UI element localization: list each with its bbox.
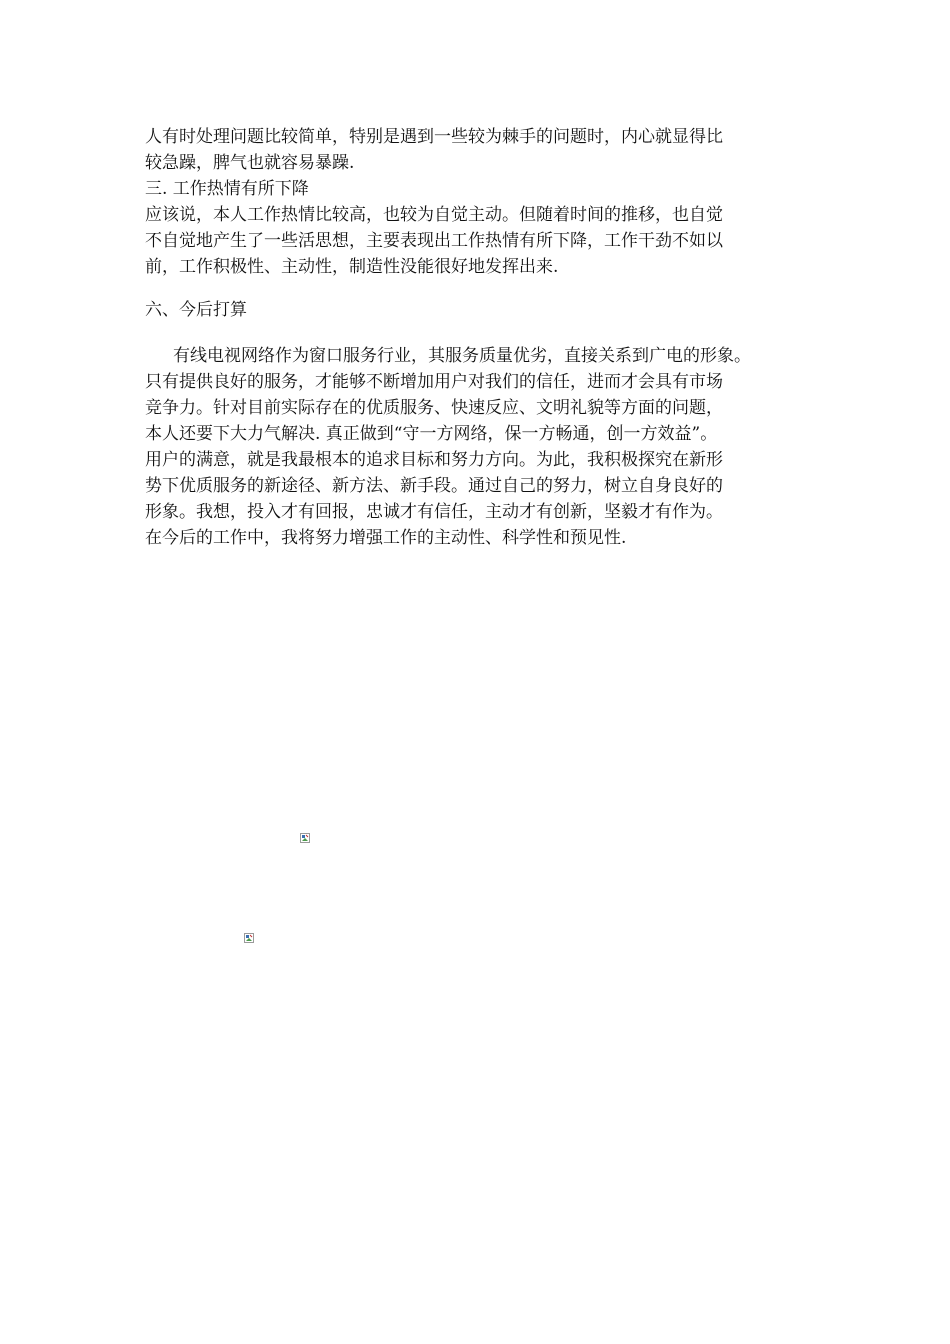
broken-image-icon <box>244 933 254 943</box>
paragraph-first-line: 有线电视网络作为窗口服务行业，其服务质量优劣，直接关系到广电的形象。 <box>173 346 751 366</box>
paragraph-line: 竞争力。针对目前实际存在的优质服务、快速反应、文明礼貌等方面的问题， <box>145 398 723 418</box>
paragraph-line: 应该说，本人工作热情比较高，也较为自觉主动。但随着时间的推移，也自觉 <box>145 205 723 225</box>
section-heading-six: 六、今后打算 <box>145 300 247 320</box>
paragraph-line: 形象。我想，投入才有回报，忠诚才有信任，主动才有创新，坚毅才有作为。 <box>145 502 723 522</box>
paragraph-line: 不自觉地产生了一些活思想，主要表现出工作热情有所下降，工作干劲不如以 <box>145 231 723 251</box>
paragraph-line: 前，工作积极性、主动性，制造性没能很好地发挥出来. <box>145 257 559 277</box>
paragraph-line: 势下优质服务的新途径、新方法、新手段。通过自己的努力，树立自身良好的 <box>145 476 723 496</box>
paragraph-line: 在今后的工作中，我将努力增强工作的主动性、科学性和预见性. <box>145 528 627 548</box>
shortcomings-section <box>145 124 845 280</box>
paragraph-line: 本人还要下大力气解决. 真正做到“守一方网络，保一方畅通，创一方效益”。 <box>145 424 718 444</box>
future-plans-paragraph <box>145 343 845 551</box>
paragraph-line: 人有时处理问题比较简单，特别是遇到一些较为棘手的问题时，内心就显得比 <box>145 127 723 147</box>
section-heading-three: 三. 工作热情有所下降 <box>145 179 309 199</box>
paragraph-line: 只有提供良好的服务，才能够不断增加用户对我们的信任，进而才会具有市场 <box>145 372 723 392</box>
future-plans-heading-block <box>145 297 845 323</box>
paragraph-line: 较急躁，脾气也就容易暴躁. <box>145 153 355 173</box>
broken-image-icon <box>300 833 310 843</box>
paragraph-line: 用户的满意，就是我最根本的追求目标和努力方向。为此，我积极探究在新形 <box>145 450 723 470</box>
